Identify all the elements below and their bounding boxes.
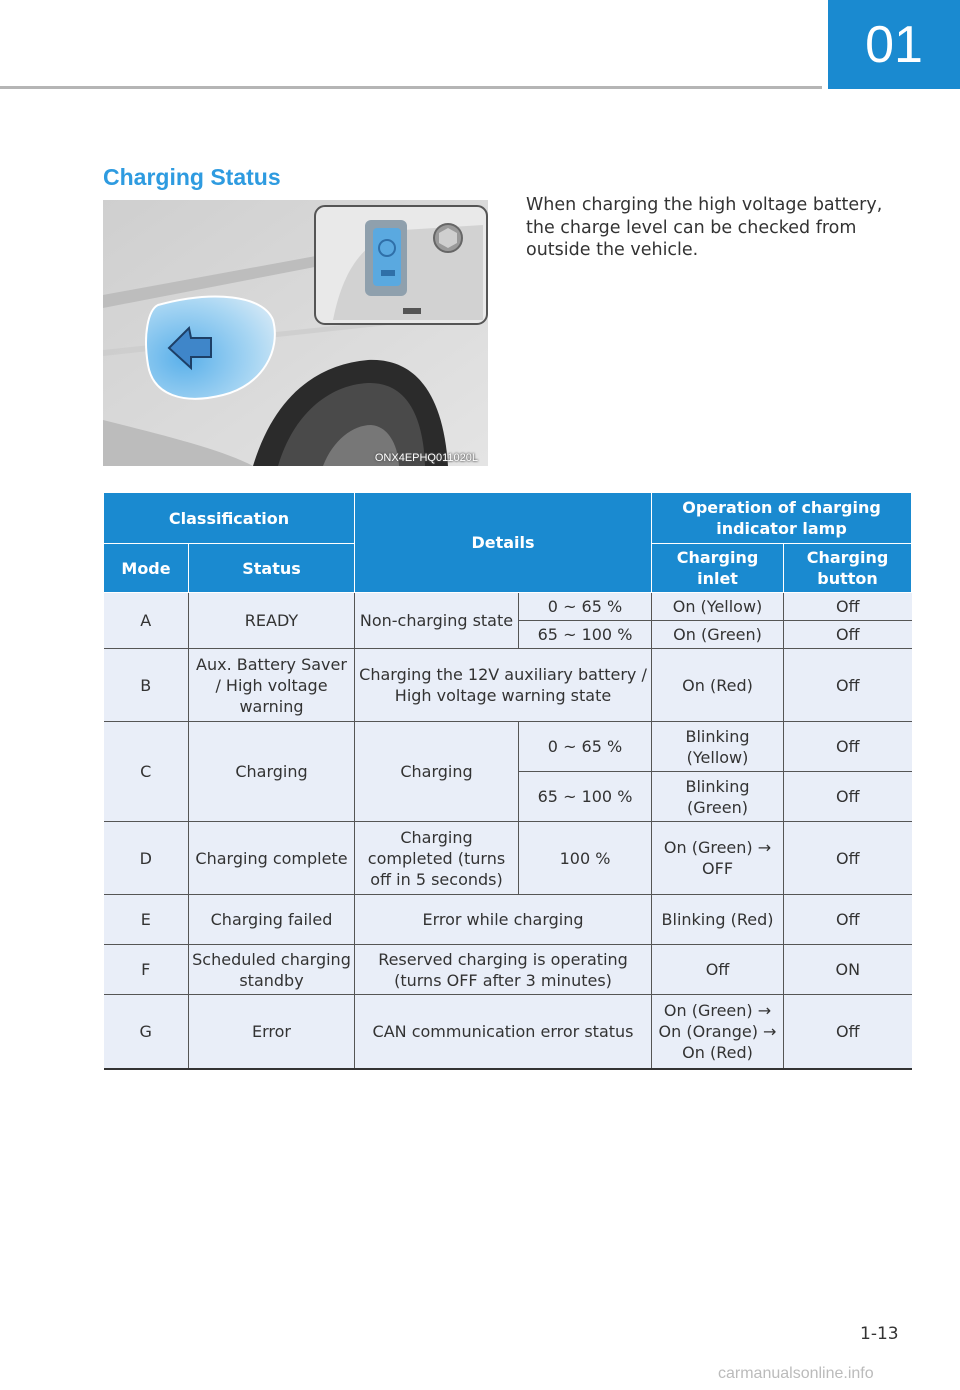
cell-button: Off [784, 772, 912, 822]
header-inlet: Charging inlet [652, 544, 784, 593]
cell-inlet: Blinking (Yellow) [652, 722, 784, 772]
cell-inlet: Blinking (Green) [652, 772, 784, 822]
cell-status: READY [189, 593, 355, 649]
cell-mode: G [104, 995, 189, 1069]
cell-inlet: On (Green) → On (Orange) → On (Red) [652, 995, 784, 1069]
cell-status: Aux. Battery Saver / High voltage warning [189, 649, 355, 722]
cell-status: Charging failed [189, 895, 355, 945]
cell-mode: E [104, 895, 189, 945]
cell-status: Error [189, 995, 355, 1069]
cell-button: ON [784, 945, 912, 995]
cell-button: Off [784, 722, 912, 772]
cell-range: 100 % [519, 822, 652, 895]
cell-detail: Non-charging state [355, 593, 519, 649]
cell-button: Off [784, 822, 912, 895]
cell-detail: Charging the 12V auxiliary battery / High voltage warning state [355, 649, 652, 722]
cell-status: Charging complete [189, 822, 355, 895]
cell-button: Off [784, 593, 912, 621]
cell-inlet: Blinking (Red) [652, 895, 784, 945]
cell-button: Off [784, 649, 912, 722]
header-status: Status [189, 544, 355, 593]
cell-mode: B [104, 649, 189, 722]
cell-inlet: On (Yellow) [652, 593, 784, 621]
cell-range: 0 ~ 65 % [519, 722, 652, 772]
header-rule [0, 86, 822, 89]
table-row [104, 995, 912, 1069]
cell-mode: A [104, 593, 189, 649]
cell-inlet: On (Red) [652, 649, 784, 722]
table-row [104, 593, 912, 621]
intro-text: When charging the high voltage battery, the charge level can be checked from outside the vehicle. [526, 195, 883, 260]
cell-mode: D [104, 822, 189, 895]
cell-detail: Charging [355, 722, 519, 822]
cell-button: Off [784, 995, 912, 1069]
cell-status: Charging [189, 722, 355, 822]
figure-code: ONX4EPHQ011020L [374, 452, 478, 464]
cell-range: 65 ~ 100 % [519, 772, 652, 822]
cell-inlet: On (Green) [652, 621, 784, 649]
charge-door-arrow-illustration [103, 200, 488, 466]
header-operation: Operation of charging indicator lamp [652, 493, 912, 544]
cell-status: Scheduled charging standby [189, 945, 355, 995]
section-title: Charging Status [103, 164, 281, 190]
header-details: Details [355, 493, 652, 593]
cell-inlet: Off [652, 945, 784, 995]
cell-button: Off [784, 895, 912, 945]
cell-detail: Error while charging [355, 895, 652, 945]
cell-detail: Reserved charging is operating (turns OFF after 3 minutes) [355, 945, 652, 995]
table-row [104, 895, 912, 945]
table-row [104, 649, 912, 722]
cell-button: Off [784, 621, 912, 649]
charging-door-figure [103, 200, 488, 466]
cell-range: 65 ~ 100 % [519, 621, 652, 649]
cell-inlet: On (Green) → OFF [652, 822, 784, 895]
cell-mode: F [104, 945, 189, 995]
cell-mode: C [104, 722, 189, 822]
page-number: 1-13 [860, 1324, 899, 1344]
header-classification: Classification [104, 493, 355, 544]
cell-detail: CAN communication error status [355, 995, 652, 1069]
header-mode: Mode [104, 544, 189, 593]
cell-detail: Charging completed (turns off in 5 seconds) [355, 822, 519, 895]
table-row [104, 722, 912, 772]
watermark: carmanualsonline.info [718, 1365, 874, 1382]
charging-status-table [103, 492, 912, 1070]
chapter-tab: 01 [828, 0, 960, 89]
header-button: Charging button [784, 544, 912, 593]
table-row [104, 945, 912, 995]
cell-range: 0 ~ 65 % [519, 593, 652, 621]
table-row [104, 822, 912, 895]
table-header-row [104, 493, 912, 544]
